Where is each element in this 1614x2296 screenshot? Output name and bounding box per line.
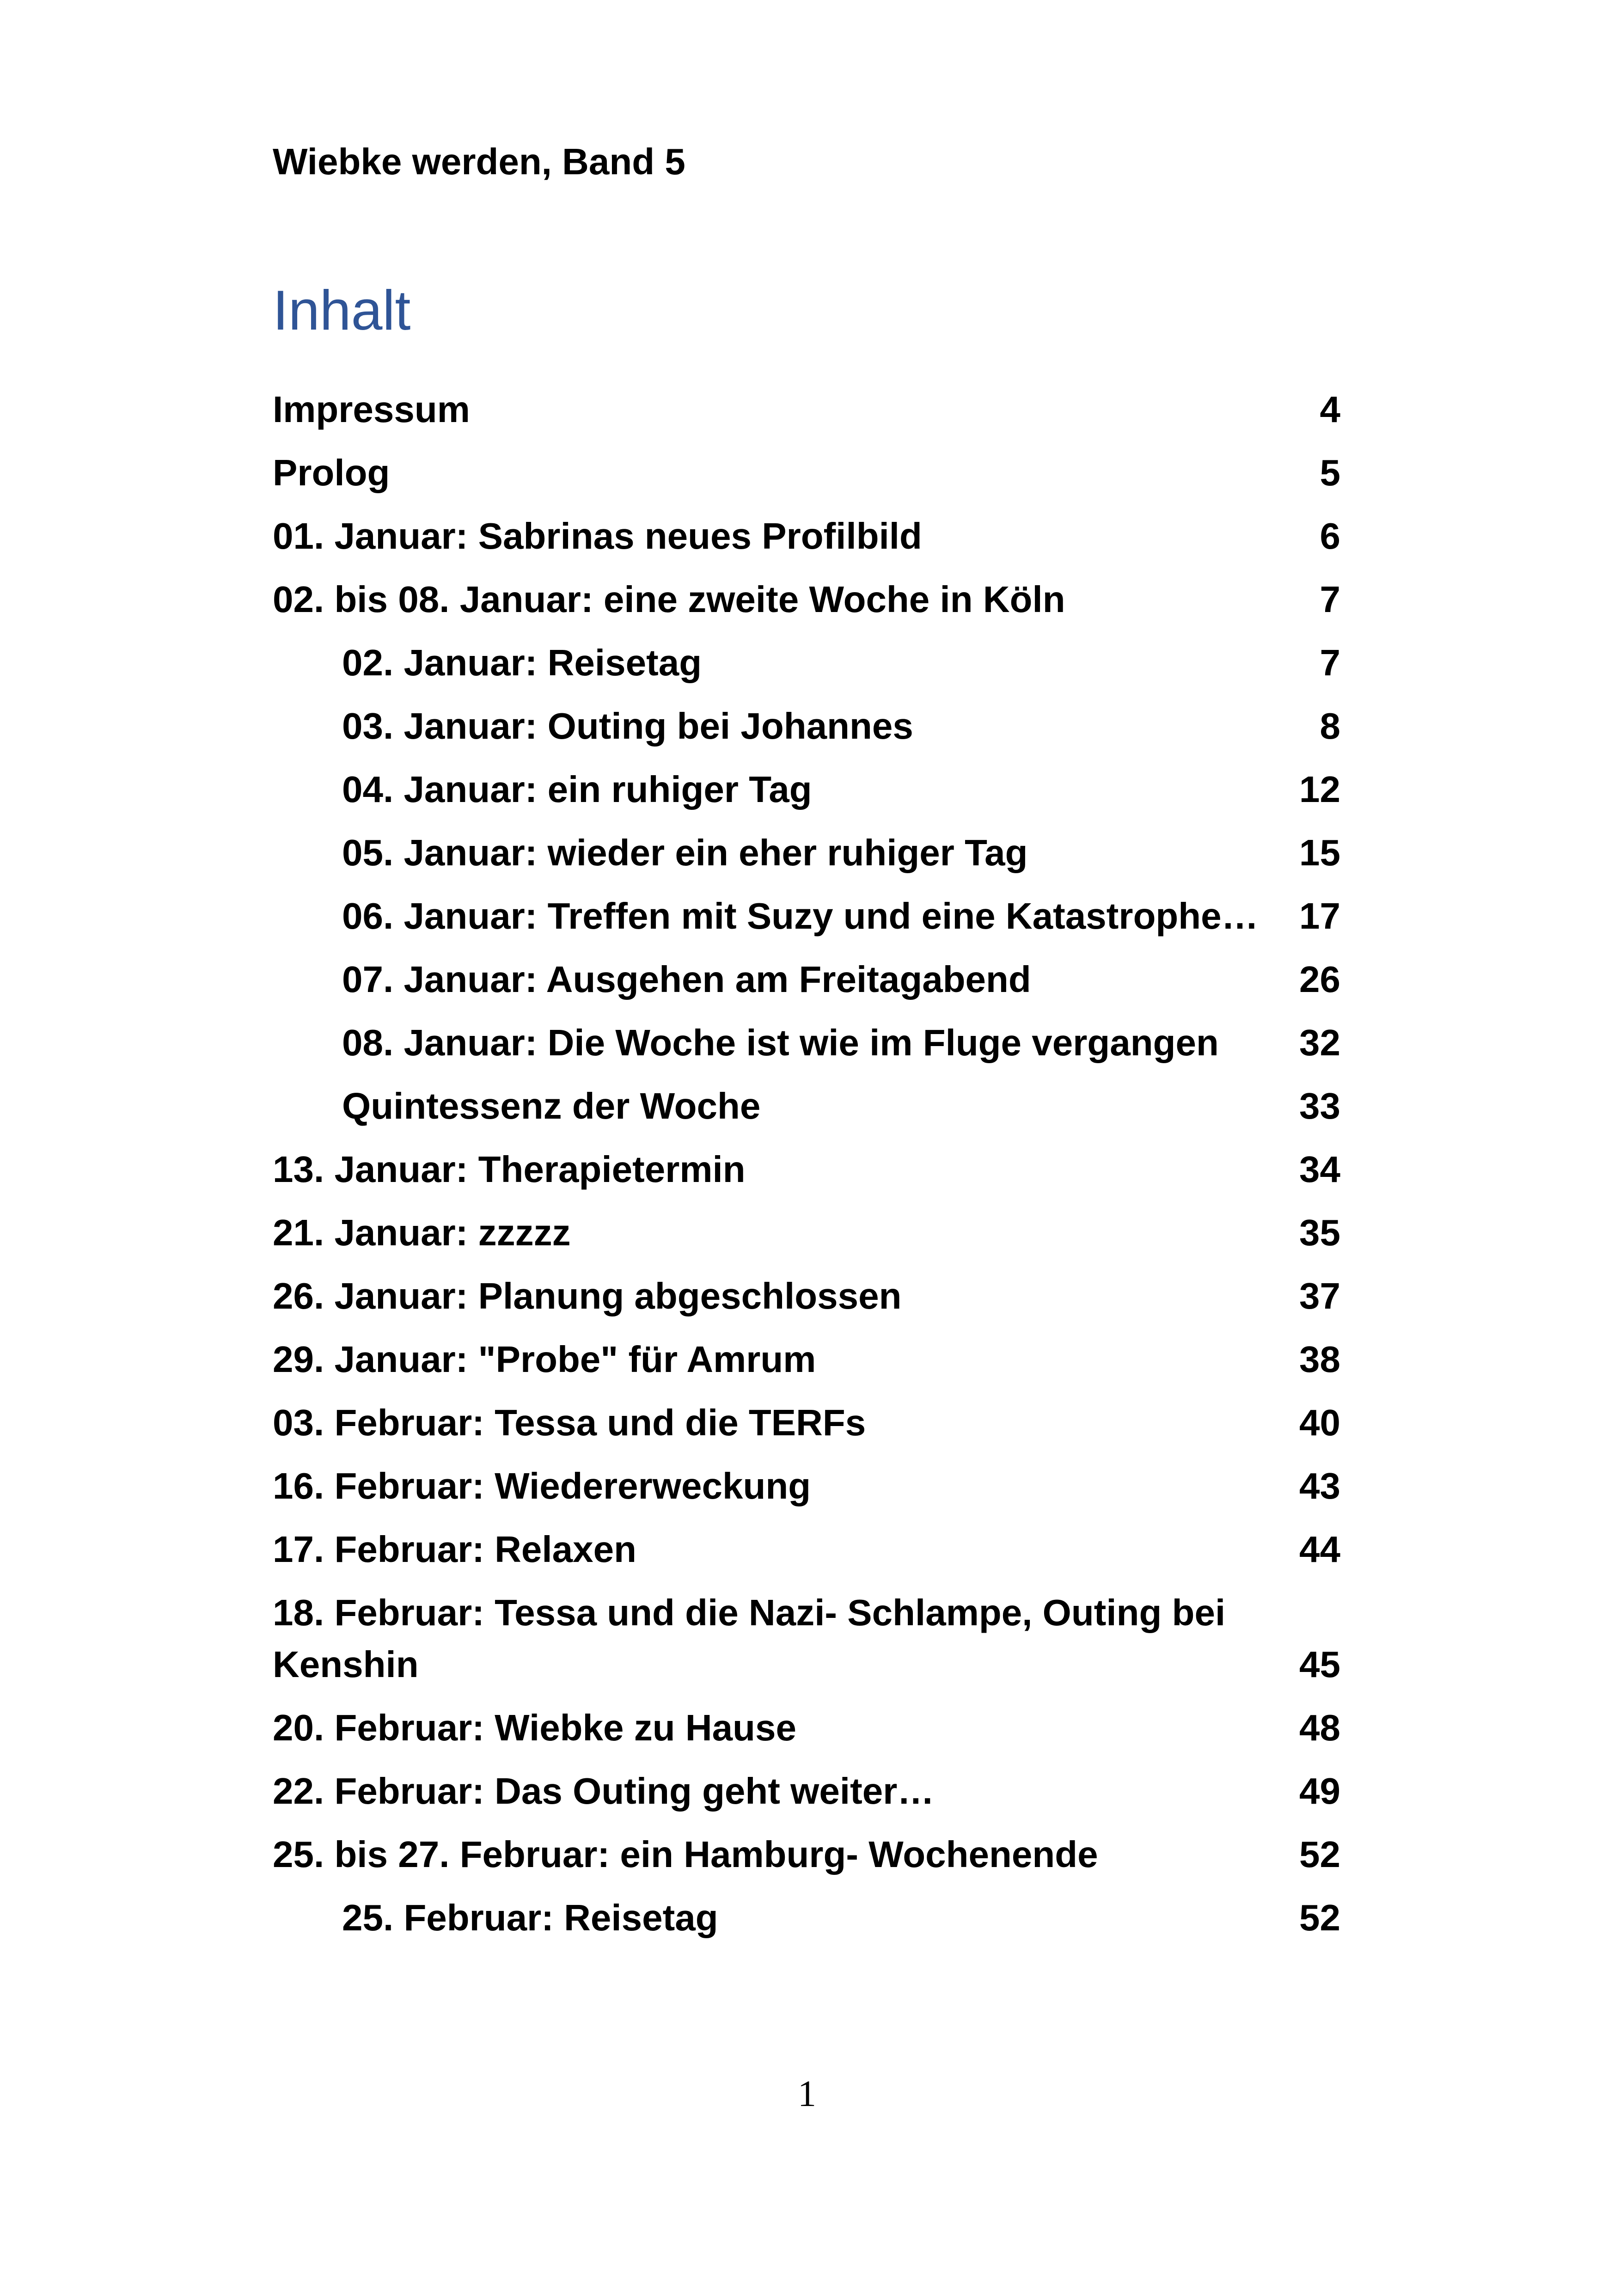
toc-entry-label: 06. Januar: Treffen mit Suzy und eine Katastrophe… (342, 895, 1259, 937)
toc-entry-page: 12 (1299, 769, 1340, 810)
toc-entry-label: 05. Januar: wieder ein eher ruhiger Tag (342, 832, 1028, 873)
toc-entry[interactable] (273, 1829, 1340, 1892)
toc-heading: Inhalt (273, 279, 411, 342)
toc-entry-page: 34 (1299, 1149, 1340, 1190)
toc-entry-label: Prolog (273, 452, 390, 493)
toc-entry-page: 45 (1299, 1644, 1340, 1685)
toc-entry[interactable] (273, 510, 1340, 574)
toc-entry-page: 43 (1299, 1465, 1340, 1506)
toc-entry-label: 25. bis 27. Februar: ein Hamburg- Wochenende (273, 1834, 1098, 1875)
toc-entry-label: 21. Januar: zzzzz (273, 1212, 571, 1253)
toc-entry-label: 02. Januar: Reisetag (342, 642, 702, 683)
toc-entry-label: 26. Januar: Planung abgeschlossen (273, 1275, 902, 1316)
toc-entry-label: 22. Februar: Das Outing geht weiter… (273, 1770, 935, 1812)
toc-entry-page: 5 (1320, 452, 1340, 493)
toc-entry[interactable] (273, 1397, 1340, 1460)
toc-subentry[interactable] (273, 1892, 1340, 1955)
toc-entry[interactable] (273, 1144, 1340, 1207)
toc-entry-label: 01. Januar: Sabrinas neues Profilbild (273, 515, 922, 557)
toc-entry-page: 7 (1320, 579, 1340, 620)
toc-entry[interactable] (273, 1587, 1340, 1702)
toc-entry-label: Impressum (273, 389, 470, 430)
toc-entry-label: 03. Februar: Tessa und die TERFs (273, 1402, 866, 1443)
toc-entry-page: 17 (1299, 895, 1340, 937)
toc-subentry[interactable] (273, 637, 1340, 700)
toc-entry-label: 29. Januar: "Probe" für Amrum (273, 1339, 816, 1380)
toc-entry[interactable] (273, 1765, 1340, 1829)
toc-entry-page: 40 (1299, 1402, 1340, 1443)
toc-entry[interactable] (273, 1460, 1340, 1524)
toc-subentry[interactable] (273, 1017, 1340, 1080)
toc-entry-label: 20. Februar: Wiebke zu Hause (273, 1707, 796, 1748)
toc-entry-label: Quintessenz der Woche (342, 1085, 761, 1127)
toc-entry-page: 6 (1320, 515, 1340, 557)
toc-entry-page: 52 (1299, 1834, 1340, 1875)
toc-entry[interactable] (273, 384, 1340, 447)
toc-entry-label: 02. bis 08. Januar: eine zweite Woche in Köln (273, 579, 1065, 620)
toc-entry-page: 49 (1299, 1770, 1340, 1812)
toc-subentry[interactable] (273, 827, 1340, 890)
toc-entry-page: 33 (1299, 1085, 1340, 1127)
toc-entry[interactable] (273, 1270, 1340, 1334)
toc-entry-page: 35 (1299, 1212, 1340, 1253)
toc-subentry[interactable] (273, 1080, 1340, 1144)
toc-entry-label: 18. Februar: Tessa und die Nazi- Schlampe, Outing bei Kenshin (273, 1592, 1226, 1685)
toc-entry-page: 38 (1299, 1339, 1340, 1380)
toc-entry-page: 8 (1320, 705, 1340, 747)
toc-entry-page: 48 (1299, 1707, 1340, 1748)
page-number: 1 (798, 2074, 816, 2114)
toc-entry-label: 04. Januar: ein ruhiger Tag (342, 769, 812, 810)
toc-entry-page: 26 (1299, 959, 1340, 1000)
toc-entry-page: 32 (1299, 1022, 1340, 1063)
toc-entry-page: 44 (1299, 1529, 1340, 1570)
toc-entry[interactable] (273, 1702, 1340, 1765)
toc-entry-page: 52 (1299, 1897, 1340, 1938)
toc-entry-page: 7 (1320, 642, 1340, 683)
toc-entry[interactable] (273, 574, 1340, 637)
toc-entry[interactable] (273, 447, 1340, 510)
toc-entry-page: 4 (1320, 389, 1340, 430)
toc-entry-label: 17. Februar: Relaxen (273, 1529, 636, 1570)
toc-entry-page: 15 (1299, 832, 1340, 873)
toc-entry-label: 16. Februar: Wiedererweckung (273, 1465, 811, 1506)
toc-entry[interactable] (273, 1207, 1340, 1270)
toc-subentry[interactable] (273, 764, 1340, 827)
toc-entry-label: 03. Januar: Outing bei Johannes (342, 705, 913, 747)
toc-entry-label: 07. Januar: Ausgehen am Freitagabend (342, 959, 1031, 1000)
toc-entry[interactable] (273, 1334, 1340, 1397)
toc-entry-label: 08. Januar: Die Woche ist wie im Fluge vergangen (342, 1022, 1219, 1063)
toc-subentry[interactable] (273, 700, 1340, 764)
toc-entry-label: 13. Januar: Therapietermin (273, 1149, 746, 1190)
toc-entry[interactable] (273, 1524, 1340, 1587)
toc-entry-label: 25. Februar: Reisetag (342, 1897, 718, 1938)
toc-entry-page: 37 (1299, 1275, 1340, 1316)
table-of-contents (273, 384, 1340, 1955)
toc-subentry[interactable] (273, 954, 1340, 1017)
running-header: Wiebke werden, Band 5 (273, 141, 685, 182)
toc-subentry[interactable] (273, 890, 1340, 954)
